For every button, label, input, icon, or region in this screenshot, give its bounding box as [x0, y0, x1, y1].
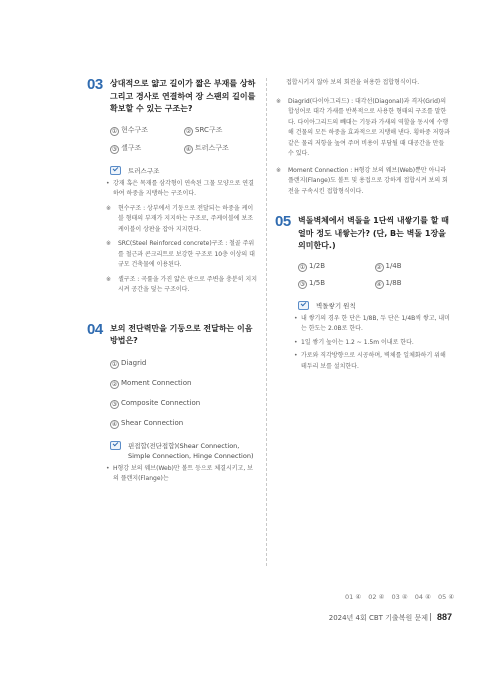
answer-item: 04 ④ [414, 593, 431, 601]
page-footer [329, 612, 452, 623]
explanation-bullet: • H형강 보의 웨브(Web)만 볼트 등으로 체결시키고, 보의 플랜지(Flange)는 [106, 464, 258, 485]
option-label: Diagrid [121, 358, 147, 367]
option-label: 1/2B [309, 261, 326, 270]
explanation-note: ※ 셸구조 : 곡률을 가진 얇은 판으로 주변을 충분히 지지시켜 공간을 덮는 구조이다. [106, 275, 257, 293]
answer-item: 02 ④ [368, 593, 385, 601]
question-05 [276, 215, 451, 372]
question-03 [88, 78, 258, 296]
option-3[interactable] [110, 143, 184, 154]
explanation-continuation: 접합시키지 않아 보의 회전을 허용한 접합형식이다. [286, 79, 420, 86]
option-label: SRC구조 [195, 125, 223, 134]
option-label: 1/8B [385, 278, 402, 287]
question-number: 03 [87, 76, 103, 93]
footer-title: 2024년 4회 CBT 기출복원 문제 [328, 614, 428, 622]
question-text: 보의 전단력만을 기둥으로 전달하는 이음 방법은? [110, 323, 253, 345]
option-label: 1/5B [309, 278, 326, 287]
explanation-bullet: • 1일 쌓기 높이는 1.2 ~ 1.5m 이내로 한다. [294, 338, 451, 349]
option-4[interactable] [184, 143, 258, 154]
option-marker: ① [111, 127, 118, 135]
option-marker: ① [111, 360, 118, 368]
question-number: 05 [275, 213, 291, 230]
explanation-header [110, 166, 258, 176]
option-3[interactable] [110, 399, 258, 409]
options [298, 262, 451, 289]
page-number: 887 [436, 612, 452, 622]
answer-key [345, 593, 454, 601]
option-4[interactable] [375, 279, 452, 289]
option-marker: ④ [376, 280, 382, 288]
option-label: 셸구조 [121, 143, 142, 152]
option-label: 현수구조 [121, 125, 149, 134]
explanation [110, 166, 258, 176]
explanation-header [298, 301, 451, 311]
option-marker: ③ [111, 145, 118, 153]
explanation-bullet: • 내 쌓기의 경우 한 단은 1/8B, 두 단은 1/4B씩 쌓고, 내미는 한도는 2.0B로 한다. [294, 314, 451, 335]
left-column [88, 78, 258, 485]
explanation-title: 벽돌쌓기 원칙 [316, 301, 356, 310]
option-1[interactable] [110, 125, 184, 136]
option-1[interactable] [110, 359, 258, 369]
check-icon [298, 301, 313, 310]
options [110, 125, 258, 154]
option-2[interactable] [110, 379, 258, 389]
footer-separator [430, 613, 431, 621]
explanation-bullet: • 가로와 직각방향으로 시공하며, 벽체를 일체화하기 위해 테두리 보를 설치한다. [294, 351, 451, 372]
explanation-bullet: • 강재 혹은 목재를 삼각형이 연속된 그물 모양으로 연결하여 하중을 지탱하는 구조이다. [106, 179, 258, 200]
options [110, 359, 258, 429]
answer-item: 01 ④ [345, 593, 362, 601]
check-icon [110, 166, 125, 175]
explanation-title: 트러스구조 [128, 166, 160, 175]
option-marker: ② [185, 127, 192, 135]
option-3[interactable] [298, 279, 375, 289]
option-2[interactable] [184, 125, 258, 136]
option-2[interactable] [375, 262, 452, 272]
explanation [110, 441, 258, 461]
option-label: Shear Connection [121, 418, 184, 427]
option-marker: ② [111, 380, 118, 388]
option-label: Composite Connection [121, 398, 201, 407]
option-marker: ① [299, 263, 306, 271]
question-number: 04 [87, 320, 103, 338]
option-marker: ② [376, 263, 382, 271]
answer-item: 03 ④ [391, 593, 408, 601]
explanation-header [110, 441, 258, 461]
explanation-note: ※ SRC(Steel Reinforced concrete)구조 : 철골 주위를 철근과 콘크리트로 보강한 구조로 10층 이상의 대규모 건축물에 이용된다. [106, 240, 255, 268]
answer-item: 05 ④ [438, 593, 455, 601]
option-marker: ③ [111, 400, 118, 408]
option-4[interactable] [110, 419, 258, 429]
option-label: 트러스구조 [195, 143, 229, 152]
option-label: Moment Connection [121, 378, 192, 387]
option-marker: ④ [185, 145, 192, 153]
check-icon [110, 441, 125, 450]
explanation-note: ※ Moment Connection : H형강 보의 웨브(Web)뿐만 아니라 플랜지(Flange)도 볼트 및 용접으로 강하게 접합시켜 보의 회전을 구속시킨 접합형식이다. [276, 166, 448, 195]
question-04 [87, 320, 258, 485]
right-column [276, 78, 451, 372]
explanation [298, 301, 451, 311]
option-marker: ③ [299, 280, 306, 288]
explanation-note: ※ Diagrid(다이아그리드) : 대각선(Diagonal)과 격자(Grid)의 합성어로 대각 가새를 반복적으로 사용한 형태의 구조를 말한다. 다이아그리드의 빼대는 기둥과 가새의 역할을 동시에 수행해 건물의 모든 하중을 효과적으로 지탱해 낸다. 횡하중 저항과 같은 물리 저항을 높여 주며 비용이 부담될 때 대공간을 만들 수 있다. [276, 97, 451, 157]
explanation-note: ※ 현수구조 : 상부에서 기둥으로 전달되는 하중을 케이블 형태의 부재가 지지하는 구조로, 주케이블에 보조 케이블이 상판을 잡아 지지한다. [106, 204, 254, 233]
option-label: 1/4B [385, 261, 402, 270]
question-text: 상대적으로 얇고 길이가 짧은 부재를 상하 그리고 경사로 연결하여 장 스팬의 길이를 확보할 수 있는 구조는? [110, 79, 256, 113]
question-text: 벽돌벽체에서 벽돌을 1단씩 내쌓기를 할 때 얼마 정도 내쌓는가? (단, B는 벽돌 1장을 의미한다.) [298, 216, 449, 250]
column-divider [266, 78, 267, 566]
explanation-title: 핀접합(전단접합)(Shear Connection, Simple Connection, Hinge Connection) [128, 441, 254, 460]
option-marker: ④ [111, 420, 118, 428]
option-1[interactable] [298, 262, 375, 272]
